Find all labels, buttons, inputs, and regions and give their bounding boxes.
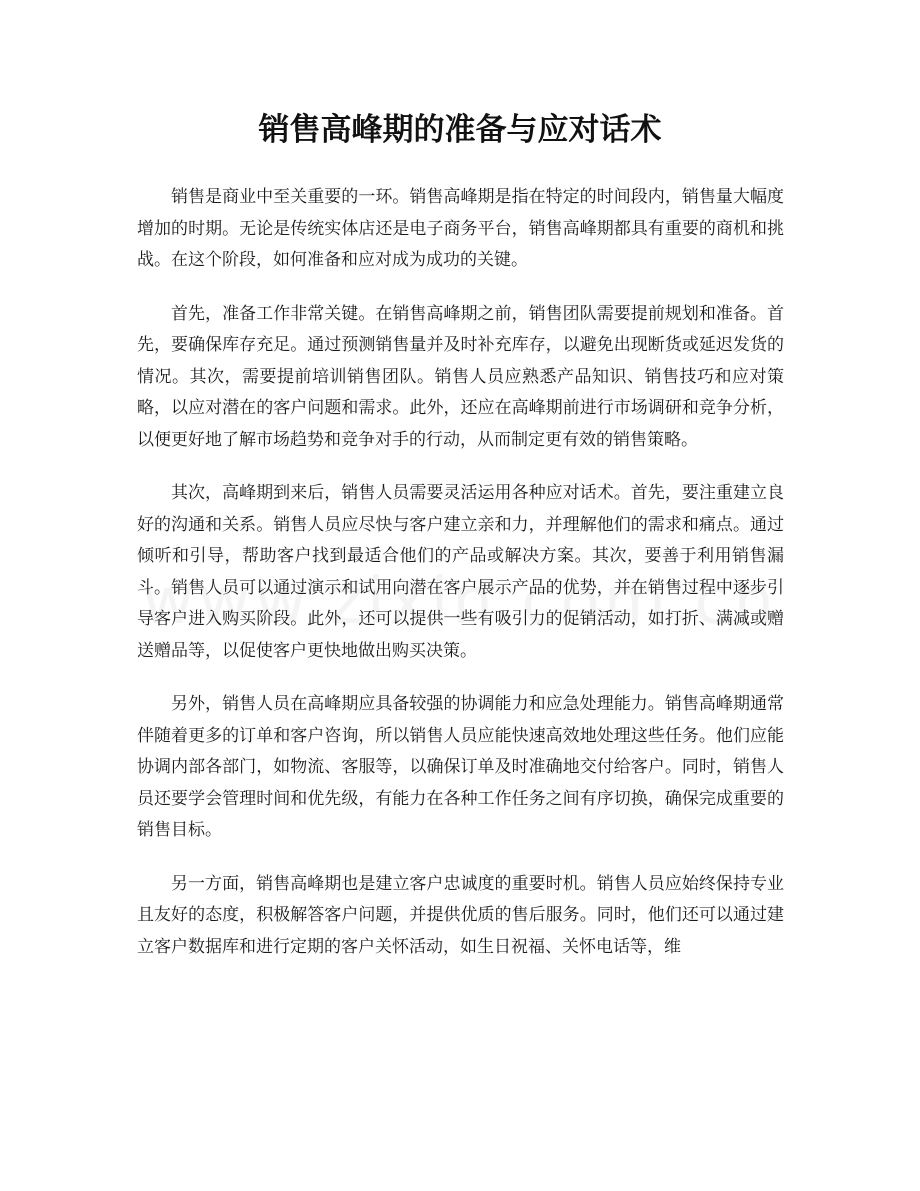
page-title: 销售高峰期的准备与应对话术 bbox=[258, 112, 662, 148]
paragraph-2: 首先，准备工作非常关键。在销售高峰期之前，销售团队需要提前规划和准备。首先，要确保库存充足。通过预测销售量并及时补充库存，以避免出现断货或延迟发货的情况。其次，需要提前培训销售团队。销售人员应熟悉产品知识、销售技巧和应对策略，以应对潜在的客户问题和需求。此外，还应在高峰期前进行市场调研和竞争分析，以便更好地了解市场趋势和竞争对手的行动，从而制定更有效的销售策略。 bbox=[137, 303, 784, 450]
paragraph-4: 另外，销售人员在高峰期应具备较强的协调能力和应急处理能力。销售高峰期通常伴随着更多的订单和客户咨询，所以销售人员应能快速高效地处理这些任务。他们应能协调内部各部门，如物流、客服等，以确保订单及时准确地交付给客户。同时，销售人员还要学会管理时间和优先级，有能力在各种工作任务之间有序切换，确保完成重要的销售目标。 bbox=[137, 694, 784, 840]
document-body bbox=[137, 182, 784, 985]
paragraph-5: 另一方面，销售高峰期也是建立客户忠诚度的重要时机。销售人员应始终保持专业且友好的态度，积极解答客户问题，并提供优质的售后服务。同时，他们还可以通过建立客户数据库和进行定期的客户关怀活动，如生日祝福、关怀电话等，维 bbox=[137, 873, 784, 957]
paragraph-1: 销售是商业中至关重要的一环。销售高峰期是指在特定的时间段内，销售量大幅度增加的时期。无论是传统实体店还是电子商务平台，销售高峰期都具有重要的商机和挑战。在这个阶段，如何准备和应对成为成功的关键。 bbox=[137, 187, 784, 270]
paragraph-3: 其次，高峰期到来后，销售人员需要灵活运用各种应对话术。首先，要注重建立良好的沟通和关系。销售人员应尽快与客户建立亲和力，并理解他们的需求和痛点。通过倾听和引导，帮助客户找到最适合他们的产品或解决方案。其次，要善于利用销售漏斗。销售人员可以通过演示和试用向潜在客户展示产品的优势，并在销售过程中逐步引导客户进入购买阶段。此外，还可以提供一些有吸引力的促销活动，如打折、满减或赠送赠品等，以促使客户更快地做出购买决策。 bbox=[137, 483, 784, 661]
